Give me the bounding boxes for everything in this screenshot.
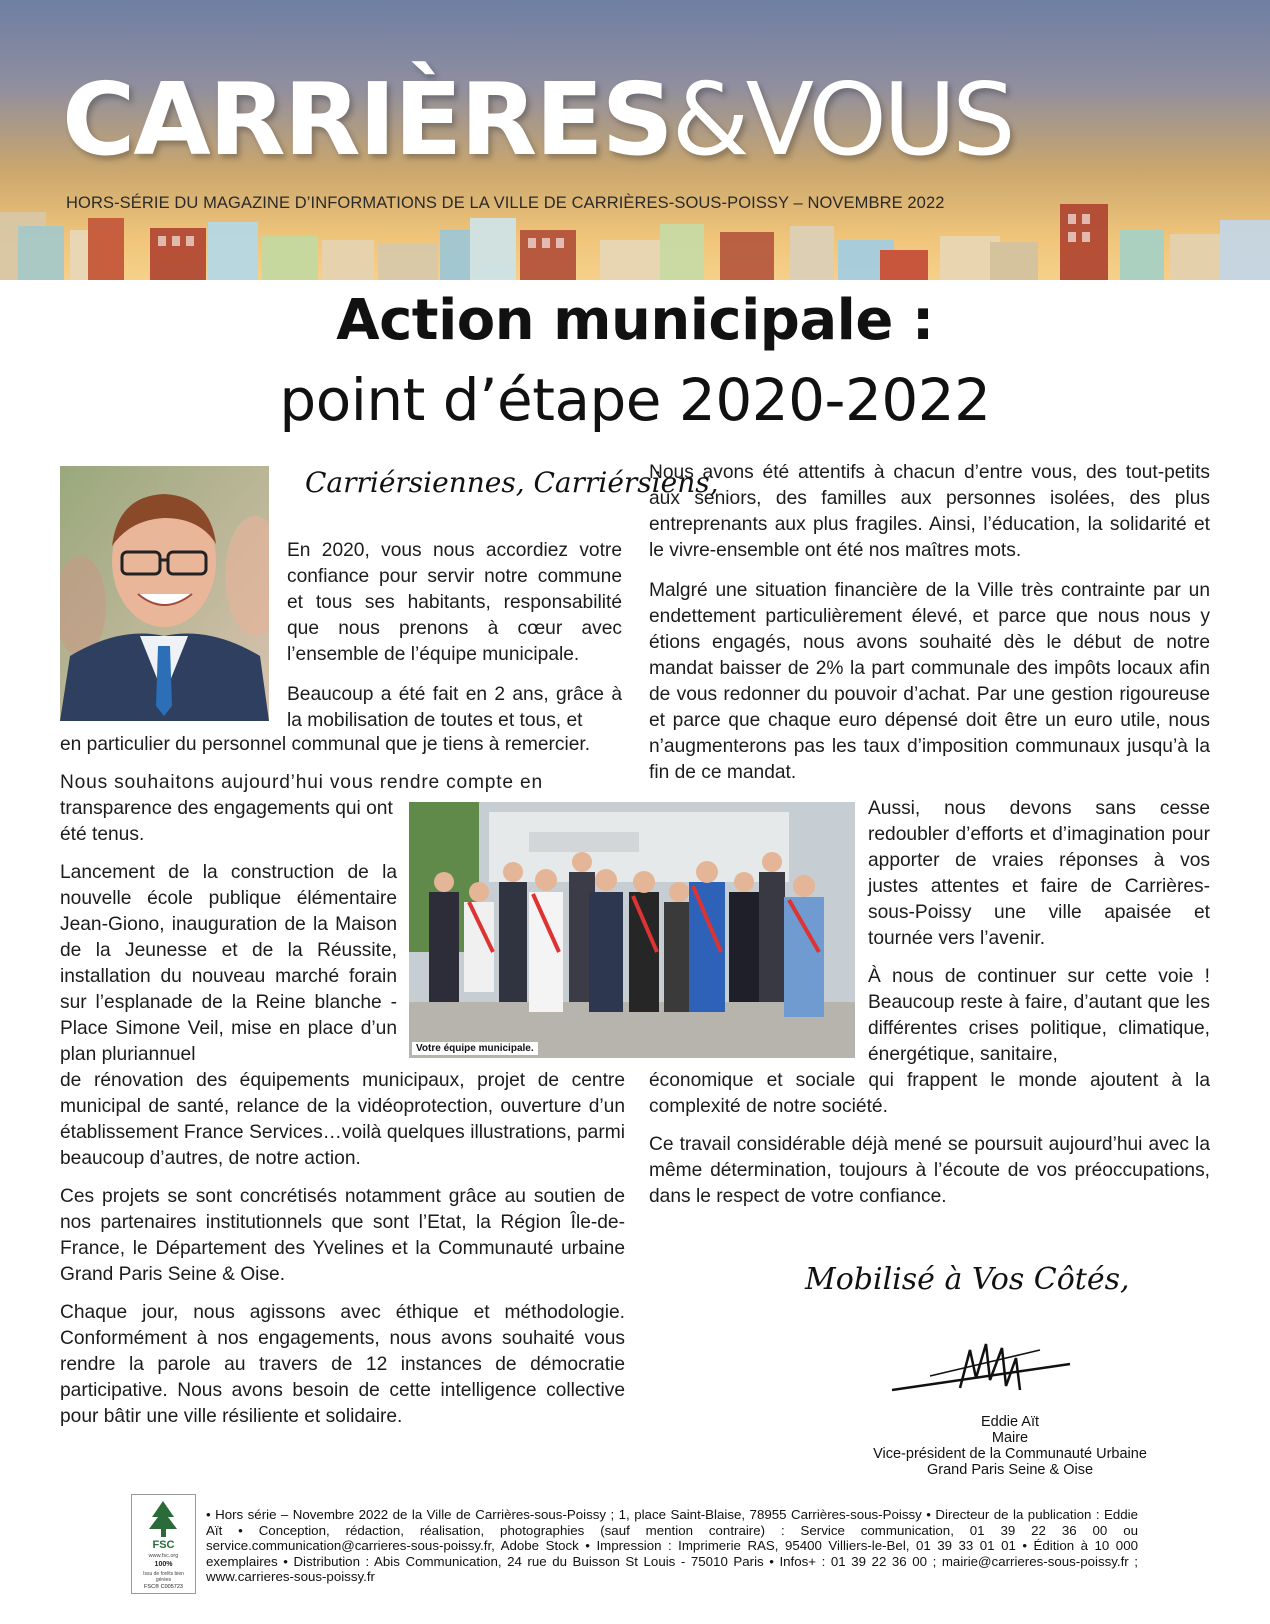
article-title: Action municipale : — [336, 288, 934, 353]
paragraph-progress-cont: en particulier du personnel communal que je tiens à remercier. — [60, 734, 591, 755]
masthead-banner — [0, 0, 1270, 280]
fsc-note: Issu de forêts bien gérées — [143, 1571, 184, 1583]
fsc-label: FSC — [152, 1539, 175, 1551]
signatory-role-3: Grand Paris Seine & Oise — [926, 1462, 1094, 1478]
mayor-portrait-photo — [60, 466, 269, 721]
paragraph-transparency-cont: transparence des engagements qui ont été tenus. — [60, 798, 393, 845]
paragraph-attention: Nous avons été attentifs à chacun d’entre vous, des tout-petits aux seniors, des familles aux personnes isolées, des plus entreprenants aux plus fragiles. Ainsi, l’éducation, la solidarité et le vivre-ensemble ont été nos maîtres mots. — [649, 462, 1210, 561]
signature-block — [820, 1414, 1200, 1478]
fsc-logo — [131, 1494, 196, 1594]
paragraph-continue: À nous de continuer sur cette voie ! Beaucoup reste à faire, d’autant que les différentes crises politique, climatique, énergétique, sanitaire, — [868, 966, 1210, 1065]
paragraph-efforts: Aussi, nous devons sans cesse redoubler d’efforts et d’imagination pour apporter de vraies réponses à vos justes attentes et faire de Carrières-sous-Poissy une ville apaisée et tournée vers l’avenir. — [868, 798, 1210, 949]
paragraph-progress: Beaucoup a été fait en 2 ans, grâce à la mobilisation de toutes et tous, et — [287, 684, 622, 731]
municipal-team-photo — [409, 802, 855, 1058]
mayor-signature — [890, 1330, 1090, 1400]
paragraph-achievements-cont: de rénovation des équipements municipaux, projet de centre municipal de santé, relance de la vidéoprotection, ouverture d’un établissement France Services…voilà quelques illustrations, parmi beaucoup d’autres, de notre action. — [60, 1070, 625, 1169]
city-skyline-illustration — [0, 200, 1270, 280]
article-subtitle: point d’étape 2020-2022 — [279, 366, 991, 434]
fsc-code: FSC® C005723 — [144, 1584, 183, 1590]
paragraph-transparency: Nous souhaitons aujourd’hui vous rendre compte en — [60, 772, 543, 793]
signatory-name: Eddie Aït — [980, 1414, 1040, 1430]
handwritten-closing: Mobilisé à Vos Côtés, — [805, 1262, 1130, 1297]
magazine-title: CARRIÈRES&VOUS — [62, 61, 1012, 178]
paragraph-continue-cont: économique et sociale qui frappent le monde ajoutent à la complexité de notre société. — [649, 1070, 1210, 1117]
paragraph-conclusion: Ce travail considérable déjà mené se poursuit aujourd’hui avec la même détermination, toujours à l’écoute de vos préoccupations, dans le respect de votre confiance. — [649, 1134, 1210, 1207]
paragraph-achievements: Lancement de la construction de la nouvelle école publique élémentaire Jean-Giono, inauguration de la Maison de la Jeunesse et de la Réussite, installation du nouveau marché forain sur l’esplanade de la Reine blanche - Place Simone Veil, mise en place d’un plan pluriannuel — [60, 862, 397, 1065]
signatory-role-2: Vice-président de la Communauté Urbaine — [873, 1446, 1147, 1462]
paragraph-intro: En 2020, vous nous accordiez votre confiance pour servir notre commune et tous ses habitants, responsabilité que nous prenons à cœur avec l’ensemble de l’équipe municipale. — [287, 540, 622, 665]
paragraph-partners: Ces projets se sont concrétisés notamment grâce au soutien de nos partenaires institutionnels que sont l’Etat, la Région Île-de-France, le Département des Yvelines et la Communauté urbaine Grand Paris Seine & Oise. — [60, 1186, 625, 1285]
fsc-percentage: 100% — [154, 1561, 173, 1568]
paragraph-finances: Malgré une situation financière de la Ville très contrainte par un endettement particulièrement élevé, et parce que nous nous y étions engagés, nous avons souhaité dès le début de notre mandat baisser de 2% la part communale des impôts locaux afin de vous redonner du pouvoir d’achat. Par une gestion rigoureuse et parce que chaque euro dépensé doit être un euro utile, nous n’augmenterons pas les taux d’imposition communaux jusqu’à la fin de ce mandat. — [649, 580, 1210, 783]
handwritten-greeting: Carriérsiennes, Carriérsiens, — [305, 466, 719, 499]
magazine-tagline: HORS-SÉRIE DU MAGAZINE D’INFORMATIONS DE LA VILLE DE CARRIÈRES-SOUS-POISSY – NOVEMBRE 2022 — [66, 194, 945, 212]
paragraph-ethics: Chaque jour, nous agissons avec éthique et méthodologie. Conformément à nos engagements, nous avons souhaité vous rendre la parole au travers de 12 instances de démocratie participative. Nous avons besoin de cette intelligence collective pour bâtir une ville résiliente et solidaire. — [60, 1302, 625, 1427]
signatory-role: Maire — [991, 1430, 1029, 1446]
photo-caption: Votre équipe municipale. — [412, 1042, 538, 1055]
publication-credits: • Hors série – Novembre 2022 de la Ville de Carrières-sous-Poissy ; 1, place Saint-Blaise, 78955 Carrières-sous-Poissy • Directeur de la publication : Eddie Aït • Conception, rédaction, réalisation, photographies (sauf mention contraire) : Service communication, 01 39 22 36 00 ou service.communication@carrieres-sous-poissy.fr, Adobe Stock • Impression : Imprimerie RAS, 95400 Villiers-le-Bel, 01 39 33 01 01 • Édition à 10 000 exemplaires • Distribution : Abis Communication, 24 rue du Buisson St Louis - 75010 Paris • Infos+ : 01 39 22 36 00 ; mairie@carrieres-sous-poissy.fr ; www.carrieres-sous-poissy.fr — [206, 1507, 1138, 1585]
fsc-website: www.fsc.org — [148, 1553, 179, 1559]
